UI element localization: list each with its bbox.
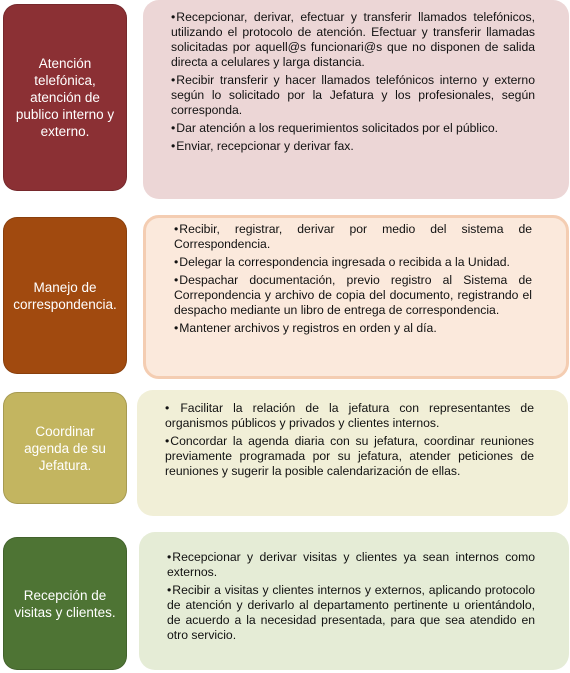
function-details-3-list	[165, 401, 534, 479]
list-item: •Concordar la agenda diaria con su jefatura, coordinar reuniones previamente programada por su jefatura, atender peticiones de reuniones y sugerir la posible calendarización de ellas.	[165, 434, 534, 478]
function-title-3-text: Coordinar agenda de su Jefatura.	[24, 423, 106, 473]
function-details-3	[137, 390, 568, 516]
function-title-4-text: Recepción de visitas y clientes.	[14, 587, 116, 620]
list-item: •Recibir a visitas y clientes internos y externos, aplicando protocolo de atención y derivarlo al departamento pertinente u orientándolo, de acuerdo a la necesidad presentada, para que sea atendido en otro servicio.	[167, 583, 535, 642]
function-title-2-text: Manejo de correspondencia.	[13, 279, 117, 312]
function-title-1	[3, 4, 127, 191]
function-title-1-text: Atención telefónica, atención de publico interno y externo.	[15, 56, 115, 139]
list-item: •Enviar, recepcionar y derivar fax.	[171, 139, 354, 153]
list-item: • Facilitar la relación de la jefatura con representantes de organismos públicos y privados y clientes internos.	[165, 401, 534, 430]
list-item: •Recibir transferir y hacer llamados telefónicos interno y externo según lo solicitado por la Jefatura y los profesionales, según corresponda.	[171, 73, 535, 117]
function-details-2	[143, 215, 569, 379]
function-details-1-list	[171, 10, 535, 154]
function-details-4-list	[167, 550, 535, 643]
function-title-3	[3, 392, 127, 504]
function-details-2-list	[174, 222, 532, 336]
list-item: •Delegar la correspondencia ingresada o recibida a la Unidad.	[174, 255, 510, 269]
function-title-4	[3, 537, 127, 670]
list-item: •Dar atención a los requerimientos solicitados por el público.	[171, 121, 499, 135]
list-item: •Recepcionar, derivar, efectuar y transferir llamados telefónicos, utilizando el protocolo de atención. Efectuar y transferir llamadas solicitadas por aquell@s funcionari@s que no disponen de salida directa a celulares y larga distancia.	[171, 10, 535, 69]
function-details-4	[139, 532, 569, 670]
function-details-1	[143, 0, 569, 199]
list-item: •Recepcionar y derivar visitas y clientes ya sean internos como externos.	[167, 550, 535, 579]
list-item: •Recibir, registrar, derivar por medio del sistema de Correspondencia.	[174, 222, 532, 251]
list-item: •Mantener archivos y registros en orden y al día.	[174, 321, 437, 335]
list-item: •Despachar documentación, previo registro al Sistema de Correpondencia y archivo de copia del documento, registrando el despacho mediante un libro de entrega de correspondencia.	[174, 273, 532, 317]
function-title-2	[3, 217, 127, 374]
